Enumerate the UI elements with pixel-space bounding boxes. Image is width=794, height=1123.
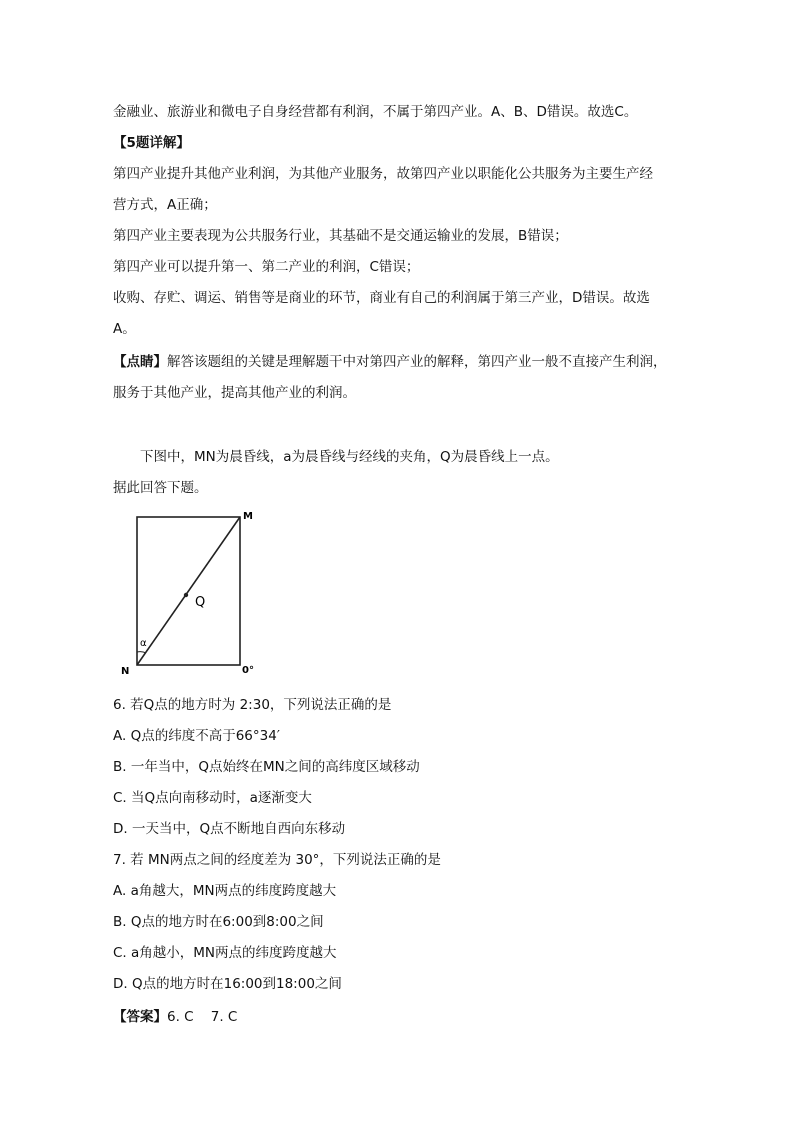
paragraph-line: 收购、存贮、调运、销售等是商业的环节，商业有自己的利润属于第三产业，D错误。故选 — [113, 290, 650, 306]
label-zero-degree: 0° — [242, 665, 254, 676]
answer-line — [113, 1008, 237, 1026]
question-option: A. Q点的纬度不高于66°34′ — [113, 728, 280, 744]
intro-line: 据此回答下题。 — [113, 480, 208, 496]
question-option: C. a角越小，MN两点的纬度跨度越大 — [113, 945, 337, 961]
intro-line: 下图中，MN为晨昏线，a为晨昏线与经线的夹角，Q为晨昏线上一点。 — [140, 449, 559, 465]
label-alpha: α — [140, 638, 147, 649]
question-option: D. 一天当中，Q点不断地自西向东移动 — [113, 821, 346, 837]
point-q — [184, 593, 188, 597]
angle-arc — [137, 652, 146, 653]
paragraph-line: 第四产业可以提升第一、第二产业的利润，C错误； — [113, 259, 420, 275]
terminator-line — [137, 517, 240, 665]
question-option: B. 一年当中，Q点始终在MN之间的高纬度区域移动 — [113, 759, 420, 775]
comment-line — [113, 353, 667, 371]
comment-line: 服务于其他产业，提高其他产业的利润。 — [113, 385, 356, 401]
section-heading: 【5题详解】 — [113, 135, 190, 151]
terminator-diagram — [118, 507, 268, 677]
label-q: Q — [195, 595, 206, 610]
question-option: C. 当Q点向南移动时，a逐渐变大 — [113, 790, 312, 806]
paragraph-line: 第四产业提升其他产业利润，为其他产业服务，故第四产业以职能化公共服务为主要生产经 — [113, 166, 653, 182]
paragraph-line: A。 — [113, 321, 136, 337]
question-option: A. a角越大，MN两点的纬度跨度越大 — [113, 883, 337, 899]
question-option: B. Q点的地方时在6:00到8:00之间 — [113, 914, 324, 930]
label-n: N — [121, 666, 130, 677]
paragraph-line: 金融业、旅游业和微电子自身经营都有利润，不属于第四产业。A、B、D错误。故选C。 — [113, 104, 638, 120]
comment-text: 解答该题组的关键是理解题干中对第四产业的解释，第四产业一般不直接产生利润， — [167, 354, 667, 370]
question-stem: 6. 若Q点的地方时为 2:30，下列说法正确的是 — [113, 697, 392, 713]
question-stem: 7. 若 MN两点之间的经度差为 30°，下列说法正确的是 — [113, 852, 441, 868]
label-m: M — [243, 511, 253, 522]
answer-text: 6. C 7. C — [167, 1009, 238, 1025]
paragraph-line: 营方式，A正确； — [113, 197, 217, 213]
question-option: D. Q点的地方时在16:00到18:00之间 — [113, 976, 342, 992]
comment-label: 【点睛】 — [113, 354, 167, 370]
answer-label: 【答案】 — [113, 1009, 167, 1025]
paragraph-line: 第四产业主要表现为公共服务行业，其基础不是交通运输业的发展，B错误； — [113, 228, 568, 244]
